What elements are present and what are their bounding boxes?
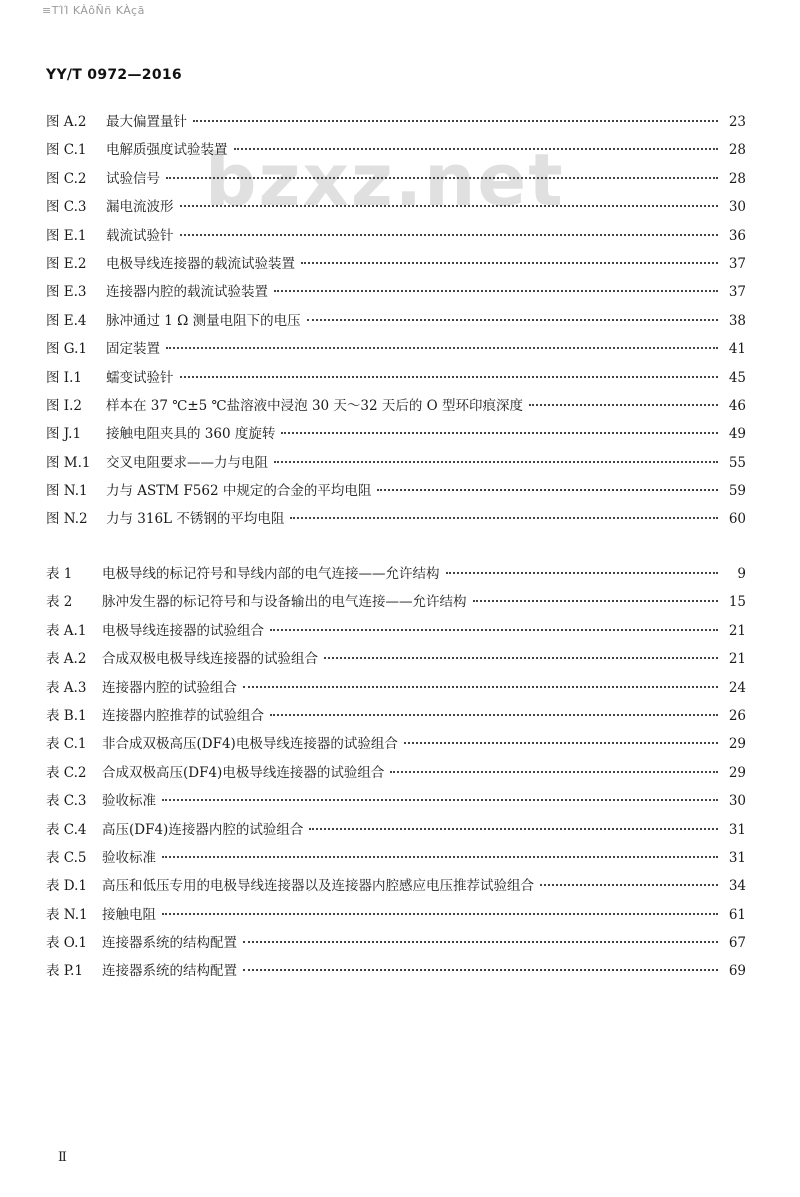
dot-leader bbox=[377, 489, 718, 491]
figure-entry[interactable] bbox=[46, 224, 746, 252]
table-entry-label: 表 1 bbox=[46, 566, 73, 582]
figure-entry-label: 图 E.3 bbox=[46, 284, 87, 301]
figure-entry-label: 图 I.2 bbox=[46, 397, 83, 414]
figure-list bbox=[46, 110, 746, 536]
figure-entry-title: 蠕变试验针 bbox=[106, 369, 174, 386]
dot-leader bbox=[529, 404, 718, 406]
table-entry-label: 表 C.3 bbox=[46, 793, 87, 810]
table-entry-page: 21 bbox=[728, 651, 746, 668]
scan-header-text: ≡ΤΊΊ KÀôÑñ KÀçã bbox=[42, 4, 145, 17]
figure-entry-title: 脉冲通过 1 Ω 测量电阻下的电压 bbox=[106, 312, 301, 329]
table-entry-page: 15 bbox=[728, 594, 746, 611]
table-entry[interactable] bbox=[46, 959, 746, 987]
figure-entry-page: 55 bbox=[728, 454, 746, 471]
dot-leader bbox=[309, 828, 718, 830]
table-entry-page: 67 bbox=[728, 935, 746, 952]
figure-entry-page: 28 bbox=[728, 170, 746, 187]
table-entry[interactable] bbox=[46, 619, 746, 647]
figure-entry-title: 试验信号 bbox=[106, 170, 160, 187]
table-entry[interactable] bbox=[46, 846, 746, 874]
figure-entry-title: 漏电流波形 bbox=[106, 199, 174, 216]
figure-entry[interactable] bbox=[46, 138, 746, 166]
figure-entry[interactable] bbox=[46, 394, 746, 422]
figure-entry-label: 图 J.1 bbox=[46, 426, 82, 443]
figure-entry[interactable] bbox=[46, 167, 746, 195]
dot-leader bbox=[234, 148, 719, 150]
figure-entry-title: 力与 ASTM F562 中规定的合金的平均电阻 bbox=[106, 483, 372, 500]
table-entry-label: 表 D.1 bbox=[46, 878, 88, 895]
figure-entry-page: 59 bbox=[728, 483, 746, 500]
dot-leader bbox=[162, 799, 718, 801]
dot-leader bbox=[180, 234, 719, 236]
figure-entry-page: 41 bbox=[728, 341, 746, 358]
figure-entry[interactable] bbox=[46, 422, 746, 450]
figure-entry[interactable] bbox=[46, 366, 746, 394]
dot-leader bbox=[390, 771, 718, 773]
table-entry-label: 表 C.4 bbox=[46, 821, 87, 838]
table-entry-title: 连接器系统的结构配置 bbox=[102, 963, 237, 980]
table-entry[interactable] bbox=[46, 789, 746, 817]
figure-entry-title: 力与 316L 不锈钢的平均电阻 bbox=[106, 511, 285, 528]
figure-entry-page: 28 bbox=[728, 142, 746, 159]
figure-entry-page: 37 bbox=[728, 255, 746, 272]
figure-entry-page: 23 bbox=[728, 114, 746, 130]
figure-entry[interactable] bbox=[46, 507, 746, 535]
table-entry-title: 接触电阻 bbox=[102, 906, 156, 923]
figure-entry-label: 图 E.1 bbox=[46, 227, 87, 244]
figure-entry-title: 样本在 37 ℃±5 ℃盐溶液中浸泡 30 天～32 天后的 O 型环印痕深度 bbox=[106, 397, 524, 414]
table-entry[interactable] bbox=[46, 732, 746, 760]
figure-entry-label: 图 C.3 bbox=[46, 199, 87, 216]
table-entry-page: 24 bbox=[728, 679, 746, 696]
figure-entry-label: 图 E.4 bbox=[46, 312, 87, 329]
figure-entry[interactable] bbox=[46, 110, 746, 138]
table-entry[interactable] bbox=[46, 903, 746, 931]
table-entry-label: 表 N.1 bbox=[46, 906, 88, 923]
figure-entry-page: 60 bbox=[728, 511, 746, 528]
table-entry-label: 表 P.1 bbox=[46, 963, 84, 980]
dot-leader bbox=[180, 205, 719, 207]
figure-entry-title: 接触电阻夹具的 360 度旋转 bbox=[106, 426, 276, 443]
figure-entry-page: 49 bbox=[728, 426, 746, 443]
table-entry[interactable] bbox=[46, 647, 746, 675]
figure-entry-label: 图 N.1 bbox=[46, 483, 88, 500]
dot-leader bbox=[473, 600, 719, 602]
table-entry-title: 验收标准 bbox=[102, 849, 156, 866]
figure-entry-page: 45 bbox=[728, 369, 746, 386]
dot-leader bbox=[540, 884, 718, 886]
figure-entry-page: 46 bbox=[728, 397, 746, 414]
dot-leader bbox=[162, 856, 718, 858]
table-entry[interactable] bbox=[46, 874, 746, 902]
figure-entry[interactable] bbox=[46, 337, 746, 365]
figure-entry[interactable] bbox=[46, 309, 746, 337]
table-entry-label: 表 A.1 bbox=[46, 622, 87, 639]
figure-entry-title: 电解质强度试验装置 bbox=[106, 142, 228, 159]
table-entry-label: 表 C.5 bbox=[46, 849, 87, 866]
figure-entry[interactable] bbox=[46, 451, 746, 479]
table-entry-title: 验收标准 bbox=[102, 793, 156, 810]
dot-leader bbox=[270, 629, 718, 631]
table-entry[interactable] bbox=[46, 590, 746, 618]
dot-leader bbox=[162, 913, 718, 915]
dot-leader bbox=[243, 969, 718, 971]
figure-entry-label: 图 A.2 bbox=[46, 114, 87, 130]
dot-leader bbox=[290, 517, 718, 519]
table-entry[interactable] bbox=[46, 562, 746, 590]
table-entry-label: 表 A.2 bbox=[46, 651, 87, 668]
figure-entry-title: 交叉电阻要求——力与电阻 bbox=[106, 454, 268, 471]
table-entry-page: 31 bbox=[728, 849, 746, 866]
figure-entry-label: 图 G.1 bbox=[46, 341, 87, 358]
table-entry-page: 69 bbox=[728, 963, 746, 980]
table-entry-label: 表 C.1 bbox=[46, 736, 87, 753]
figure-entry-page: 38 bbox=[728, 312, 746, 329]
table-entry-page: 21 bbox=[728, 622, 746, 639]
dot-leader bbox=[307, 319, 718, 321]
figure-entry-page: 37 bbox=[728, 284, 746, 301]
figure-entry-title: 电极导线连接器的载流试验装置 bbox=[106, 255, 295, 272]
figure-entry-label: 图 N.2 bbox=[46, 511, 88, 528]
table-entry-title: 合成双极电极导线连接器的试验组合 bbox=[102, 651, 318, 668]
table-entry[interactable] bbox=[46, 676, 746, 704]
table-entry-title: 电极导线的标记符号和导线内部的电气连接——允许结构 bbox=[102, 566, 440, 582]
table-entry[interactable] bbox=[46, 704, 746, 732]
dot-leader bbox=[446, 572, 719, 574]
figure-entry-title: 固定装置 bbox=[106, 341, 160, 358]
table-entry[interactable] bbox=[46, 818, 746, 846]
table-entry-page: 29 bbox=[728, 764, 746, 781]
dot-leader bbox=[193, 120, 718, 122]
table-entry-title: 合成双极高压(DF4)电极导线连接器的试验组合 bbox=[102, 764, 385, 781]
dot-leader bbox=[301, 262, 718, 264]
table-entry[interactable] bbox=[46, 761, 746, 789]
table-entry-label: 表 C.2 bbox=[46, 764, 87, 781]
figure-entry-label: 图 I.1 bbox=[46, 369, 83, 386]
table-entry-page: 34 bbox=[728, 878, 746, 895]
dot-leader bbox=[166, 177, 718, 179]
figure-entry-title: 最大偏置量针 bbox=[106, 114, 187, 130]
table-entry-page: 61 bbox=[728, 906, 746, 923]
table-entry-page: 29 bbox=[728, 736, 746, 753]
dot-leader bbox=[166, 347, 718, 349]
dot-leader bbox=[324, 657, 718, 659]
figure-entry-label: 图 E.2 bbox=[46, 255, 87, 272]
table-entry-page: 26 bbox=[728, 707, 746, 724]
dot-leader bbox=[180, 376, 719, 378]
figure-entry-title: 连接器内腔的载流试验装置 bbox=[106, 284, 268, 301]
figure-entry-page: 36 bbox=[728, 227, 746, 244]
figure-entry[interactable] bbox=[46, 252, 746, 280]
figure-entry[interactable] bbox=[46, 280, 746, 308]
table-entry-title: 连接器内腔推荐的试验组合 bbox=[102, 707, 264, 724]
dot-leader bbox=[274, 461, 718, 463]
figure-entry-title: 载流试验针 bbox=[106, 227, 174, 244]
figure-entry-label: 图 C.1 bbox=[46, 142, 87, 159]
table-entry-title: 电极导线连接器的试验组合 bbox=[102, 622, 264, 639]
dot-leader bbox=[270, 714, 718, 716]
figure-entry-label: 图 M.1 bbox=[46, 454, 91, 471]
dot-leader bbox=[404, 742, 718, 744]
table-entry-label: 表 A.3 bbox=[46, 679, 87, 696]
table-entry-label: 表 2 bbox=[46, 594, 73, 611]
dot-leader bbox=[243, 941, 718, 943]
dot-leader bbox=[281, 432, 718, 434]
figure-entry-label: 图 C.2 bbox=[46, 170, 87, 187]
table-entry-title: 高压和低压专用的电极导线连接器以及连接器内腔感应电压推荐试验组合 bbox=[102, 878, 534, 895]
table-entry-title: 高压(DF4)连接器内腔的试验组合 bbox=[102, 821, 304, 838]
table-entry-title: 连接器内腔的试验组合 bbox=[102, 679, 237, 696]
table-list bbox=[46, 562, 746, 988]
document-code: YY/T 0972—2016 bbox=[46, 67, 182, 83]
dot-leader bbox=[243, 686, 718, 688]
table-entry-title: 脉冲发生器的标记符号和与设备输出的电气连接——允许结构 bbox=[102, 594, 467, 611]
table-entry-label: 表 B.1 bbox=[46, 707, 87, 724]
figure-entry[interactable] bbox=[46, 479, 746, 507]
dot-leader bbox=[274, 290, 718, 292]
table-entry-title: 连接器系统的结构配置 bbox=[102, 935, 237, 952]
watermark: bzxz.net bbox=[205, 138, 565, 222]
table-entry-page: 9 bbox=[737, 566, 746, 582]
table-entry-page: 30 bbox=[728, 793, 746, 810]
page-number: Ⅱ bbox=[58, 1150, 67, 1165]
table-entry-title: 非合成双极高压(DF4)电极导线连接器的试验组合 bbox=[102, 736, 398, 753]
figure-entry[interactable] bbox=[46, 195, 746, 223]
table-entry[interactable] bbox=[46, 931, 746, 959]
table-entry-page: 31 bbox=[728, 821, 746, 838]
figure-entry-page: 30 bbox=[728, 199, 746, 216]
table-entry-label: 表 O.1 bbox=[46, 935, 87, 952]
